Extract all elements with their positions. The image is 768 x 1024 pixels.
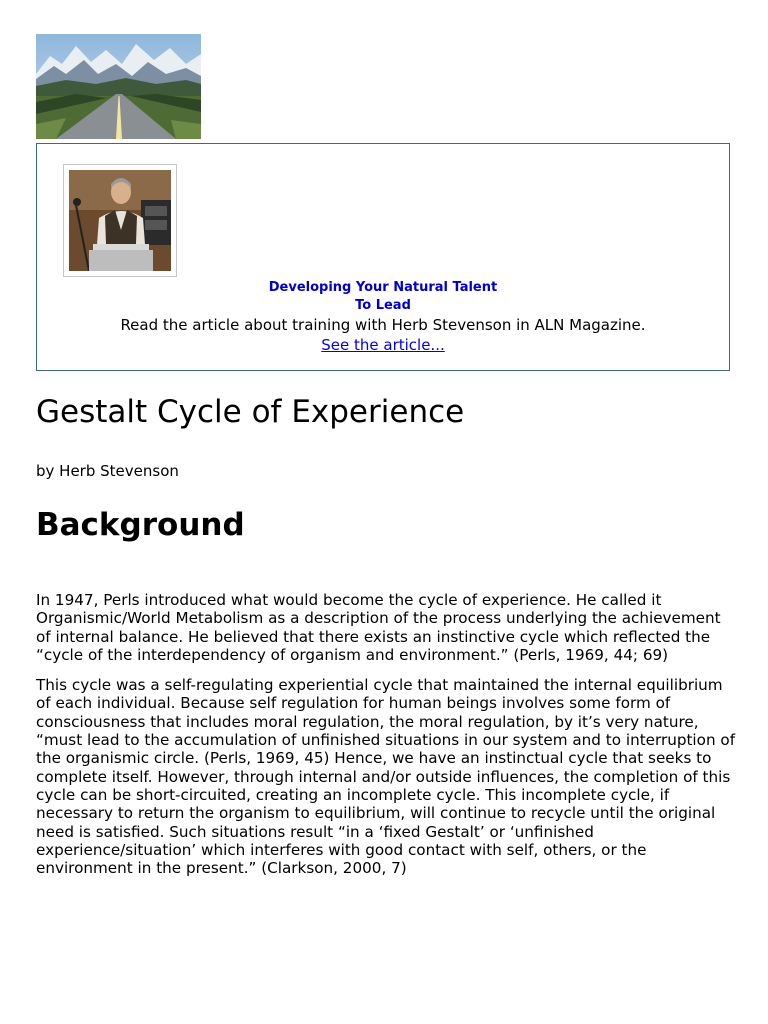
promo-title-line2: To Lead — [355, 298, 411, 313]
paragraph: This cycle was a self-regulating experiential cycle that maintained the internal equilibrium of each individual. Because self regulation for human beings involves some form of consciousness that includes moral regulation, the moral regulation, by it’s very nature, “must lead to the accumulation of unfinished situations in our system and to interruption of the organismic circle. (Perls, 1969, 45) Hence, we have an instinctual cycle that seeks to complete itself. However, through internal and/or outside influences, the completion of this cycle can be short-circuited, creating an incomplete cycle. This incomplete cycle, if necessary to return the organism to equilibrium, will continue to recycle until the original need is satisfied. Such situations result “in a ‘fixed Gestalt’ or ‘unfinished experience/situation’ which interferes with good contact with self, others, or the environment in the present.” (Clarkson, 2000, 7) — [36, 676, 736, 878]
byline: by Herb Stevenson — [36, 462, 179, 480]
section-heading: Background — [36, 507, 245, 543]
see-article-link[interactable]: See the article... — [321, 336, 445, 354]
mountain-road-photo-icon — [36, 34, 201, 139]
portrait-frame — [63, 164, 177, 277]
promo-description: Read the article about training with Herb Stevenson in ALN Magazine. — [120, 316, 646, 334]
promo-title-line1: Developing Your Natural Talent — [268, 280, 498, 295]
page-title: Gestalt Cycle of Experience — [36, 394, 465, 430]
promo-box — [36, 143, 730, 371]
paragraph: In 1947, Perls introduced what would become the cycle of experience. He called it Organismic/World Metabolism as a description of the process underlying the achievement of internal balance. He believed that there exists an instinctive cycle which reflected the “cycle of the interdependency of organism and environment.” (Perls, 1969, 44; 69) — [36, 591, 721, 664]
presenter-photo-icon — [69, 170, 171, 271]
article-body — [36, 591, 736, 889]
promo-text — [37, 279, 729, 354]
